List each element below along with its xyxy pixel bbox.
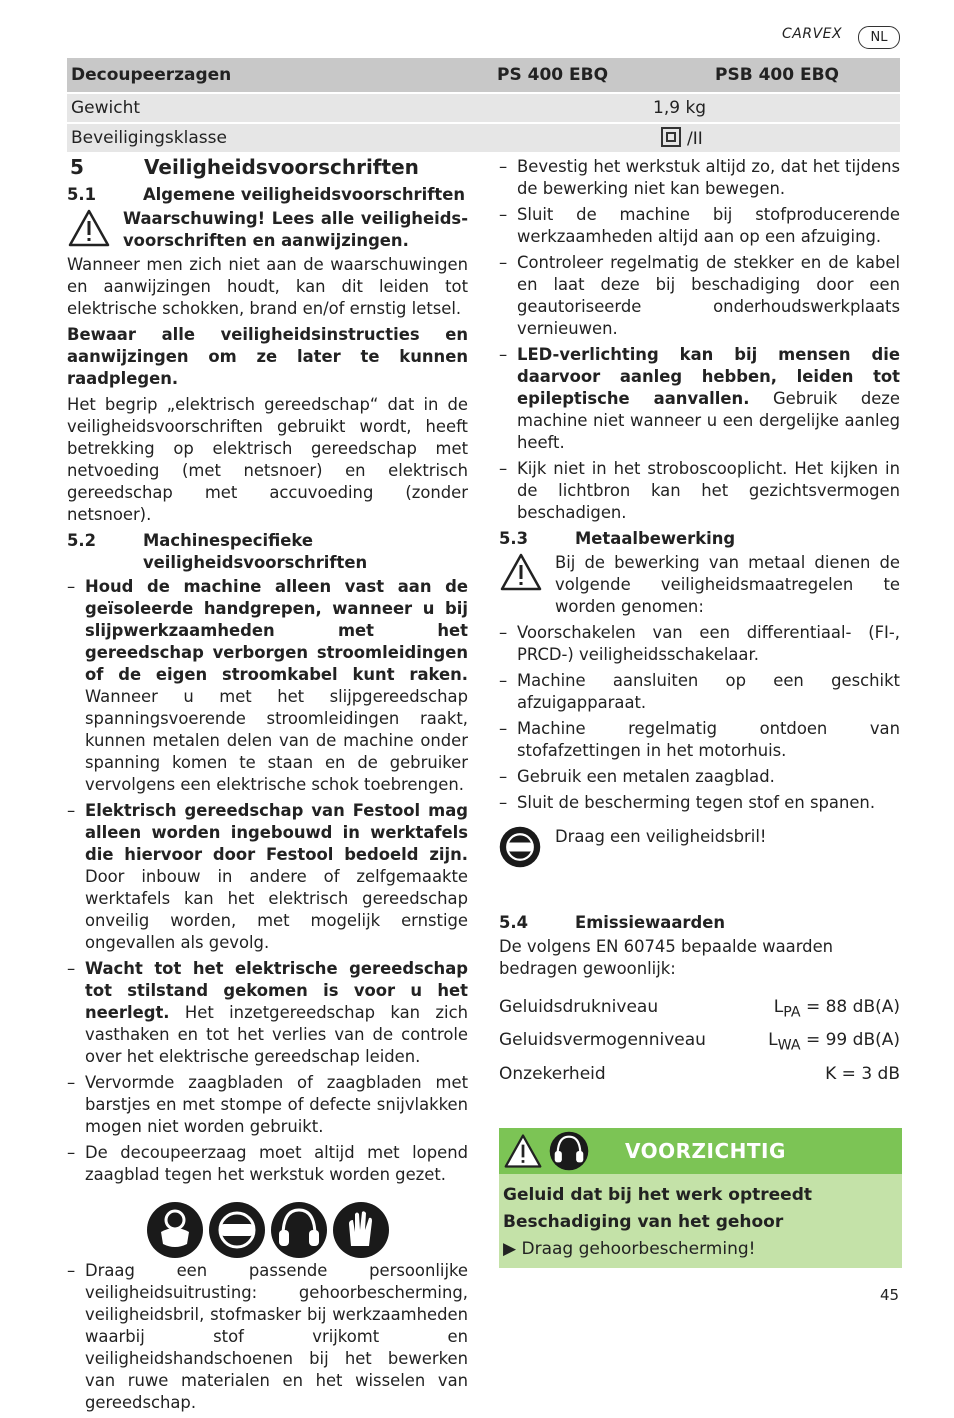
safety-goggles-icon xyxy=(209,1202,265,1258)
keep-instructions-text: Bewaar alle veiligheidsinstructies en aanwijzingen om ze later te kunnen raadplegen. xyxy=(67,325,468,388)
list-item: – Houd de machine alleen vast aan de geïsoleerde handgrepen, wanneer u bij slijpwerkzaamheden met het gereedschap verborgen stroomleidingen of de eigen stroomkabel kunt raken. Wanneer u met het slijpgereedschap spanningsvoerende stroomleidingen raakt, kunnen metalen delen van de machine onder spanning komen te staan en de gebruiker vervolgens een elektrische schok toebrengen. xyxy=(67,576,468,796)
list-item: – De decoupeerzaag moet altijd met lopend zaagblad tegen het werkstuk worden gezet. xyxy=(67,1142,468,1186)
caution-action: Draag gehoorbescherming! xyxy=(521,1239,756,1259)
list-item: – Kijk niet in het stroboscooplicht. Het kijken in de lichtbron kan het gezichtsvermogen beschadigen. xyxy=(499,458,900,524)
list-item: – Wacht tot het elektrische gereedschap tot stilstand gekomen is voor u het neerlegt. Het inzetgereedschap kan zich vasthaken en tot het verlies van de controle over het elektrische gereedschap leiden. xyxy=(67,958,468,1068)
list-item: – Vervormde zaagbladen of zaagbladen met barstjes en met stompe of defecte snijvlakken mogen niet worden gebruikt. xyxy=(67,1072,468,1138)
goggles-text: Draag een veiligheidsbril! xyxy=(555,827,767,846)
subsection-number: 5.4 xyxy=(499,913,529,932)
section-heading xyxy=(67,156,468,178)
list-item: – Gebruik een metalen zaagblad. xyxy=(499,766,900,788)
caution-title: VOORZICHTIG xyxy=(625,1139,786,1163)
face-mask-icon xyxy=(147,1202,203,1258)
emission-intro-text: De volgens EN 60745 bepaalde waarden bedragen gewoonlijk: xyxy=(499,937,834,978)
list-item: – Draag een passende persoonlijke veiligheidsuitrusting: gehoorbescherming, veiligheidsbril, stofmasker bij werkzaamheden waarbij stof vrijkomt en veiligheidshandschoenen bij het bewerken van ruwe materialen en het wisselen van gereedschap. xyxy=(67,1260,468,1414)
ppe-icons xyxy=(147,1202,468,1258)
safety-goggles-icon xyxy=(499,826,555,874)
caution-line-1: Geluid dat bij het werk optreedt xyxy=(503,1185,812,1205)
page-number: 45 xyxy=(880,1286,900,1304)
list-item: – Machine regelmatig ontdoen van stofafzettingen in het motorhuis. xyxy=(499,718,900,762)
section-number: 5 xyxy=(70,155,84,179)
warning-triangle-icon xyxy=(499,552,555,622)
list-item: – Elektrisch gereedschap van Festool mag alleen worden ingebouwd in werktafels die hiervoor door Festool bedoeld zijn. Door inbouw in andere of zelfgemaakte werktafels kan het elektrisch gereedschap onveilig worden, met mogelijk ernstige ongevallen als gevolg. xyxy=(67,800,468,954)
brand-label: CARVEX xyxy=(782,26,843,42)
spec-table-header xyxy=(67,58,900,93)
subsection-number: 5.1 xyxy=(67,185,97,204)
list-item: – Voorschakelen van een differentiaal- (FI-, PRCD-) veiligheidsschakelaar. xyxy=(499,622,900,666)
subsection-title: Machinespecifieke veiligheidsvoorschriften xyxy=(143,531,368,572)
spec-row-label: Beveiligingsklasse xyxy=(67,123,493,152)
warning-triangle-icon xyxy=(503,1132,543,1170)
list-item: – Controleer regelmatig de stekker en de kabel en laat deze bij beschadiging door een geautoriseerde onderhoudswerkplaats vernieuwen. xyxy=(499,252,900,340)
spec-row-label: Gewicht xyxy=(67,93,493,123)
subsection-number: 5.2 xyxy=(67,531,97,550)
emission-row: Onzekerheid K = 3 dB xyxy=(499,1063,900,1084)
language-badge: NL xyxy=(858,26,900,49)
goggles-note xyxy=(499,826,900,874)
subsection-number: 5.3 xyxy=(499,529,529,548)
spec-header-model2: PSB 400 EBQ xyxy=(711,58,900,93)
metal-warning xyxy=(499,552,900,622)
emission-row: Geluidsvermogenniveau $L_{WA} = 99$ dB(A) xyxy=(499,1030,900,1054)
subsection-heading-5-1 xyxy=(67,184,468,206)
metal-intro-text: Bij de bewerking van metaal dienen de volgende veiligheidsmaatregelen te worden genomen: xyxy=(555,553,900,616)
caution-box xyxy=(499,1128,902,1268)
warning-text: Wanneer men zich niet aan de waarschuwingen en aanwijzingen houdt, kan dit leiden tot elektrische schokken, brand en/of ernstig letsel. xyxy=(67,255,468,318)
warning-bold-text: Waarschuwing! Lees alle veiligheids-voorschriften en aanwijzingen. xyxy=(123,209,468,250)
machine-safety-list xyxy=(67,576,468,1186)
subsection-heading-5-4 xyxy=(499,912,900,934)
caution-header xyxy=(499,1128,902,1174)
caution-line-2: Beschadiging van het gehoor xyxy=(503,1212,784,1232)
spec-row-protection-class xyxy=(67,123,900,152)
ear-protection-icon xyxy=(271,1202,327,1258)
subsection-title: Metaalbewerking xyxy=(575,529,736,548)
right-column xyxy=(499,156,900,1091)
spec-row-value: 1,9 kg xyxy=(493,93,900,123)
gloves-icon xyxy=(333,1202,389,1258)
spec-header-model1: PS 400 EBQ xyxy=(493,58,711,93)
term-definition-text: Het begrip „elektrisch gereedschap“ dat in de veiligheidsvoorschriften gebruikt wordt, heeft betrekking op elektrisch gereedschap met netvoeding (met netsnoer) en elektrisch gereedschap met accuvoeding (zonder netsnoer). xyxy=(67,395,468,524)
spec-header-type: Decoupeerzagen xyxy=(67,58,493,93)
emission-row: Geluidsdrukniveau $L_{PA} = 88$ dB(A) xyxy=(499,997,900,1021)
arrow-right-icon: ▶ xyxy=(503,1239,517,1259)
subsection-title: Emissiewaarden xyxy=(575,913,726,932)
ear-protection-icon xyxy=(549,1131,589,1171)
general-warning xyxy=(67,208,468,254)
list-item: – Sluit de machine bij stofproducerende werkzaamheden altijd aan op een afzuiging. xyxy=(499,204,900,248)
protection-class-icon xyxy=(661,127,681,147)
list-item: – Machine aansluiten op een geschikt afzuigapparaat. xyxy=(499,670,900,714)
subsection-title: Algemene veiligheidsvoorschriften xyxy=(143,185,466,204)
spec-table xyxy=(67,58,900,152)
spec-row-weight xyxy=(67,93,900,123)
left-column xyxy=(67,156,468,1418)
metal-list xyxy=(499,622,900,814)
subsection-heading-5-3 xyxy=(499,528,900,550)
list-item: – Sluit de bescherming tegen stof en spanen. xyxy=(499,792,900,814)
list-item: – LED-verlichting kan bij mensen die daarvoor aanleg hebben, leiden tot epileptische aanvallen. Gebruik deze machine niet wanneer u een dergelijke aanleg heeft. xyxy=(499,344,900,454)
warning-triangle-icon xyxy=(67,208,123,254)
ppe-list xyxy=(67,1260,468,1414)
machine-safety-list-continued xyxy=(499,156,900,524)
section-title: Veiligheidsvoorschriften xyxy=(144,155,419,179)
spec-row-value: /II xyxy=(687,129,703,149)
list-item: – Bevestig het werkstuk altijd zo, dat het tijdens de bewerking niet kan bewegen. xyxy=(499,156,900,200)
subsection-heading-5-2 xyxy=(67,530,468,574)
